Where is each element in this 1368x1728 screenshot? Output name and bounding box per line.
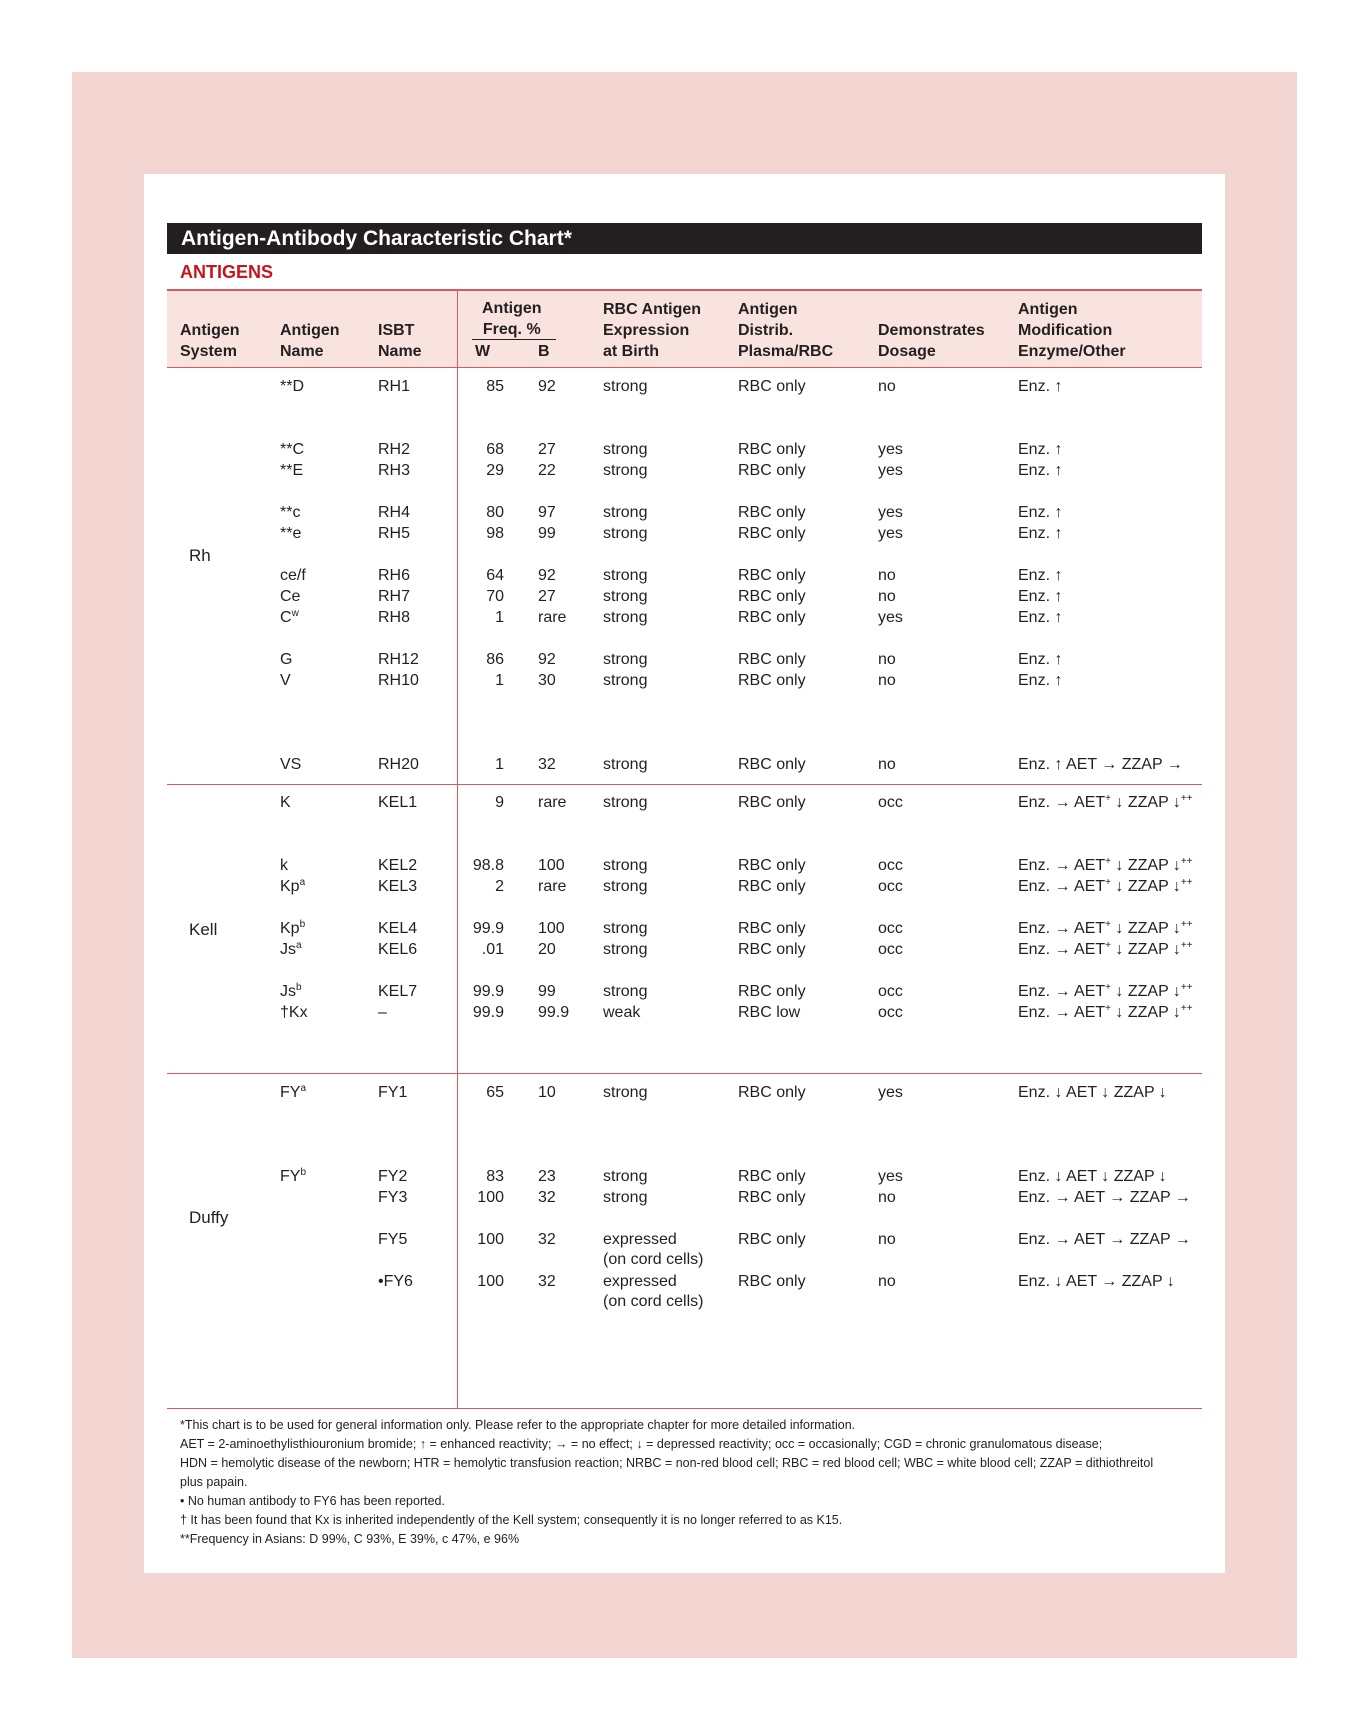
modification-text: Enz. ↑ [1018,441,1063,458]
header-bottom-rule [167,367,1202,368]
cell-expr: strong [603,651,648,668]
modification-superscript-plus: + [1105,940,1111,951]
cell-dist: RBC only [738,1084,806,1101]
antigen-name-superscript: b [296,982,302,993]
cell-dose: occ [878,941,903,958]
cell-isbt: FY3 [378,1189,408,1206]
cell-dist: RBC only [738,1273,806,1290]
cell-modification [1018,919,1193,939]
cell-dist: RBC only [738,920,806,937]
antigen-name-cell [280,1083,306,1103]
header-dosage: Demonstrates Dosage [878,322,985,360]
cell-expr: strong [603,567,648,584]
antigen-name-text: C [280,609,292,626]
cell-w: 65 [486,1084,504,1101]
modification-text: Enz. ↑ [1018,504,1063,521]
cell-w: 9 [495,794,504,811]
cell-dist: RBC low [738,1004,801,1021]
cell-b: 99 [538,983,556,1000]
cell-b: rare [538,794,567,811]
cell-isbt: FY5 [378,1231,408,1248]
cell-modification [1018,587,1062,607]
antigen-name-text: V [280,672,291,689]
cell-w: 1 [495,756,504,773]
antigen-name-cell [280,1167,306,1187]
cell-dose: occ [878,920,903,937]
cell-w: 1 [495,672,504,689]
cell-modification [1018,671,1062,691]
modification-text: Enz. ↑ AET → ZZAP → [1018,756,1183,773]
cell-w: 70 [486,588,504,605]
cell-modification [1018,503,1062,523]
footnote-general: *This chart is to be used for general information only. Please refer to the appropriate chapter for more detailed information. [180,1418,856,1432]
modification-superscript-plus: + [1105,877,1111,888]
cell-modification [1018,1083,1167,1103]
antigen-name-text: FY [280,1084,301,1101]
modification-text: Enz. ↑ [1018,651,1063,668]
freq-underline [472,339,556,340]
cell-modification [1018,440,1062,460]
cell-dist: RBC only [738,441,806,458]
modification-text-rest: ↓ ZZAP ↓ [1110,794,1181,811]
cell-b: 20 [538,941,556,958]
cell-isbt: KEL6 [378,941,418,958]
modification-text: Enz. → AET → ZZAP → [1018,1189,1191,1206]
antigen-name-cell [280,608,299,628]
antigen-name-cell [280,587,300,607]
cell-dose: yes [878,504,903,521]
cell-w: 68 [486,441,504,458]
cell-w: 99.9 [472,1004,504,1021]
cell-w: 2 [495,878,504,895]
antigen-name-text: **D [280,378,305,395]
modification-text: Enz. → AET [1018,920,1106,937]
cell-isbt: KEL3 [378,878,418,895]
modification-text: Enz. ↑ [1018,567,1063,584]
antigen-name-superscript: b [299,919,306,930]
modification-text: Enz. → AET [1018,1004,1106,1021]
cell-modification [1018,377,1062,397]
antigen-name-text: **c [280,504,301,521]
rh-kell-divider [167,784,1202,785]
header-rbc-expression: RBC Antigen Expression at Birth [603,301,702,360]
cell-b: 32 [538,756,556,773]
cell-b: 22 [538,462,556,479]
cell-expr: strong [603,794,648,811]
modification-superscript-plusplus: ++ [1180,793,1193,804]
cell-isbt: RH4 [378,504,411,521]
cell-isbt: RH10 [378,672,419,689]
section-label-antigens: ANTIGENS [180,262,274,282]
modification-text: Enz. ↑ [1018,525,1063,542]
modification-text: Enz. → AET [1018,857,1106,874]
modification-text: Enz. → AET → ZZAP → [1018,1231,1191,1248]
antigen-name-cell [280,1003,308,1023]
cell-expr: strong [603,1189,648,1206]
cell-dist: RBC only [738,525,806,542]
modification-superscript-plus: + [1105,919,1111,930]
cell-expr: strong [603,525,648,542]
cell-modification [1018,461,1062,481]
cell-isbt: RH8 [378,609,411,626]
footnote-fy6: • No human antibody to FY6 has been reported. [180,1494,445,1508]
antigen-name-cell [280,524,301,544]
cell-expr: strong [603,609,648,626]
antigen-name-text: **C [280,441,305,458]
cell-b: rare [538,609,567,626]
cell-dist: RBC only [738,609,806,626]
cell-b: 10 [538,1084,556,1101]
antigen-name-cell [280,503,300,523]
cell-modification [1018,566,1062,586]
cell-modification [1018,856,1193,876]
modification-text: Enz. ↑ [1018,609,1063,626]
antigen-name-text: FY [280,1168,301,1185]
cell-dose: no [878,1189,896,1206]
cell-w: 100 [477,1273,504,1290]
modification-text: Enz. ↑ [1018,378,1063,395]
cell-dist: RBC only [738,878,806,895]
cell-modification [1018,1230,1191,1250]
cell-b: 99 [538,525,556,542]
cell-b: 92 [538,651,556,668]
cell-dist: RBC only [738,1189,806,1206]
cell-dose: yes [878,525,903,542]
cell-w: 100 [477,1189,504,1206]
table-bottom-rule [167,1408,1202,1409]
cell-b: 30 [538,672,556,689]
cell-expr: strong [603,462,648,479]
cell-dose: occ [878,878,903,895]
antigen-name-cell [280,982,302,1002]
antigen-name-text: k [280,857,288,874]
cell-modification [1018,1272,1175,1292]
cell-modification [1018,755,1183,775]
modification-text-rest: ↓ ZZAP ↓ [1110,878,1181,895]
modification-text-rest: ↓ ZZAP ↓ [1110,920,1181,937]
cell-expr: strong [603,878,648,895]
cell-isbt: RH5 [378,525,411,542]
column-divider [457,291,458,1409]
antigen-name-text: Js [280,941,296,958]
footnote-kx: † It has been found that Kx is inherited independently of the Kell system; consequently it is no longer referred to as K15. [180,1513,843,1527]
cell-isbt: •FY6 [378,1273,413,1290]
cell-expr: strong [603,857,648,874]
cell-dist: RBC only [738,1168,806,1185]
cell-b: 32 [538,1231,556,1248]
cell-expr: strong [603,1168,648,1185]
cell-isbt: RH12 [378,651,419,668]
cell-b: 23 [538,1168,556,1185]
antigen-name-superscript: b [300,1167,307,1178]
cell-b: 27 [538,588,556,605]
cell-modification [1018,793,1193,813]
cell-isbt: KEL7 [378,983,418,1000]
cell-modification [1018,608,1062,628]
cell-w: 86 [486,651,504,668]
cell-isbt: RH6 [378,567,411,584]
cell-expr: strong [603,920,648,937]
modification-text-rest: ↓ ZZAP ↓ [1110,1004,1181,1021]
modification-text: Enz. → AET [1018,794,1106,811]
header-modification: Antigen Modification Enzyme/Other [1018,301,1126,360]
cell-dose: no [878,1273,896,1290]
cell-dist: RBC only [738,941,806,958]
cell-dose: no [878,378,896,395]
modification-superscript-plus: + [1105,856,1111,867]
cell-b: 92 [538,378,556,395]
cell-isbt: RH2 [378,441,411,458]
cell-dose: yes [878,441,903,458]
footnote-abbreviations-cont: HDN = hemolytic disease of the newborn; HTR = hemolytic transfusion reaction; NRBC = non-red blood cell; RBC = red blood cell; WBC = white blood cell; ZZAP = dithiothreitol [180,1456,1154,1470]
footnote-abbreviations-end: plus papain. [180,1475,248,1489]
antigen-name-cell [280,671,291,691]
cell-dose: no [878,672,896,689]
cell-dose: occ [878,1004,903,1021]
cell-dose: yes [878,609,903,626]
chart-title: Antigen-Antibody Characteristic Chart* [167,223,1202,254]
modification-text: Enz. ↑ [1018,462,1063,479]
cell-expr: strong [603,1084,648,1101]
modification-superscript-plusplus: ++ [1180,982,1193,993]
cell-expr: strong [603,504,648,521]
cell-expr: strong [603,941,648,958]
cell-w: 1 [495,609,504,626]
cell-isbt: RH3 [378,462,411,479]
modification-text: Enz. ↑ [1018,672,1063,689]
modification-text-rest: ↓ ZZAP ↓ [1110,941,1181,958]
cell-dose: occ [878,857,903,874]
footnote-abbreviations: AET = 2-aminoethylisthiouronium bromide; ↑ = enhanced reactivity; → = no effect; ↓ = depressed reactivity; occ = occasionally; CGD = chronic granulomatous disease; [180,1437,1103,1451]
antigen-system-label: Rh [189,546,211,565]
antigen-name-text: Ce [280,588,301,605]
cell-dose: no [878,588,896,605]
cell-w: 85 [486,378,504,395]
cell-expr: strong [603,756,648,773]
antigen-name-cell [280,566,306,586]
modification-text: Enz. ↓ AET ↓ ZZAP ↓ [1018,1168,1167,1185]
antigen-name-text: Js [280,983,296,1000]
modification-superscript-plusplus: ++ [1180,919,1193,930]
antigen-name-text: VS [280,756,302,773]
modification-text: Enz. → AET [1018,983,1106,1000]
antigen-name-cell [280,940,302,960]
header-isbt-name: ISBT Name [378,322,422,360]
cell-w: 99.9 [472,920,504,937]
cell-dist: RBC only [738,378,806,395]
cell-expr: strong [603,983,648,1000]
cell-dose: yes [878,1084,903,1101]
antigen-name-text: G [280,651,293,668]
cell-modification [1018,940,1193,960]
header-antigen-system: Antigen System [180,322,240,360]
cell-dist: RBC only [738,1231,806,1248]
cell-modification [1018,1188,1191,1208]
modification-text-rest: ↓ ZZAP ↓ [1110,857,1181,874]
cell-w: 100 [477,1231,504,1248]
cell-w: 29 [486,462,504,479]
cell-w: 64 [486,567,504,584]
modification-superscript-plusplus: ++ [1180,877,1193,888]
modification-superscript-plusplus: ++ [1180,1003,1193,1014]
cell-w: 99.9 [472,983,504,1000]
cell-b: 99.9 [538,1004,570,1021]
antigen-name-text: **e [280,525,302,542]
cell-expr: strong [603,672,648,689]
antigen-name-superscript: a [300,1083,307,1094]
cell-dist: RBC only [738,857,806,874]
modification-superscript-plus: + [1105,793,1111,804]
antigen-name-text: **E [280,462,304,479]
cell-modification [1018,1167,1167,1187]
antigen-name-cell [280,877,305,897]
cell-b: 27 [538,441,556,458]
modification-text: Enz. ↑ [1018,588,1063,605]
antigen-name-text: K [280,794,291,811]
antigen-name-cell [280,650,292,670]
modification-text-rest: ↓ ZZAP ↓ [1110,983,1181,1000]
cell-modification [1018,524,1062,544]
header-freq-w: W [475,343,491,360]
cell-dose: no [878,756,896,773]
cell-expr: weak [603,1004,641,1021]
cell-b: 97 [538,504,556,521]
cell-isbt: KEL4 [378,920,418,937]
antigen-system-label: Duffy [189,1208,229,1227]
modification-superscript-plusplus: ++ [1180,856,1193,867]
cell-dist: RBC only [738,672,806,689]
cell-b: 100 [538,920,565,937]
cell-isbt: – [378,1004,387,1021]
cell-dist: RBC only [738,756,806,773]
header-antigen-freq: Antigen Freq. % [482,300,542,338]
cell-w: 83 [486,1168,504,1185]
antigen-name-text: Kp [280,878,300,895]
cell-w: 80 [486,504,504,521]
cell-w: 98.8 [472,857,504,874]
cell-w: .01 [481,941,504,958]
modification-text: Enz. ↓ AET ↓ ZZAP ↓ [1018,1084,1167,1101]
cell-dose: no [878,1231,896,1248]
footnotes [180,1416,1200,1549]
modification-superscript-plus: + [1105,982,1111,993]
antigen-name-superscript: a [296,940,302,951]
modification-text: Enz. → AET [1018,878,1106,895]
cell-dist: RBC only [738,983,806,1000]
cell-b: 32 [538,1273,556,1290]
cell-modification [1018,650,1062,670]
antigen-name-cell [280,919,305,939]
cell-expr: strong [603,441,648,458]
cell-dist: RBC only [738,794,806,811]
kell-duffy-divider [167,1073,1202,1074]
cell-isbt: RH1 [378,378,411,395]
modification-superscript-plus: + [1105,1003,1111,1014]
cell-b: rare [538,878,567,895]
modification-text: Enz. ↓ AET → ZZAP ↓ [1018,1273,1175,1290]
antigen-name-text: Kp [280,920,300,937]
antigen-name-cell [280,793,291,813]
antigen-system-label: Kell [189,920,218,939]
cell-dist: RBC only [738,567,806,584]
cell-dose: occ [878,794,903,811]
cell-dose: no [878,651,896,668]
cell-dose: yes [878,1168,903,1185]
cell-modification [1018,1003,1193,1023]
cell-b: 100 [538,857,565,874]
footnote-asian-frequency: **Frequency in Asians: D 99%, C 93%, E 39%, c 47%, e 96% [180,1532,520,1546]
modification-superscript-plusplus: ++ [1180,940,1193,951]
cell-expr: expressed (on cord cells) [603,1231,704,1268]
cell-dose: yes [878,462,903,479]
cell-dose: occ [878,983,903,1000]
cell-dist: RBC only [738,504,806,521]
header-distribution: Antigen Distrib. Plasma/RBC [738,301,834,360]
antigen-name-text: †Kx [280,1004,308,1021]
cell-expr: strong [603,588,648,605]
antigen-name-cell [280,856,288,876]
cell-isbt: RH7 [378,588,411,605]
cell-dist: RBC only [738,651,806,668]
cell-isbt: FY2 [378,1168,408,1185]
antigen-name-text: ce/f [280,567,306,584]
cell-modification [1018,877,1193,897]
antigen-name-cell [280,755,301,775]
header-antigen-name: Antigen Name [280,322,340,360]
cell-b: 92 [538,567,556,584]
cell-isbt: FY1 [378,1084,408,1101]
cell-expr: expressed (on cord cells) [603,1273,704,1310]
cell-dist: RBC only [738,462,806,479]
antigen-name-cell [280,377,304,397]
antigen-name-cell [280,440,304,460]
cell-b: 32 [538,1189,556,1206]
header-freq-b: B [538,343,550,360]
cell-w: 98 [486,525,504,542]
modification-text: Enz. → AET [1018,941,1106,958]
cell-dist: RBC only [738,588,806,605]
cell-dose: no [878,567,896,584]
antigen-name-superscript: a [299,877,306,888]
antigen-name-cell [280,461,303,481]
cell-isbt: KEL2 [378,857,418,874]
cell-expr: strong [603,378,648,395]
cell-modification [1018,982,1193,1002]
cell-isbt: RH20 [378,756,419,773]
cell-isbt: KEL1 [378,794,418,811]
antigen-name-superscript: w [291,608,299,619]
